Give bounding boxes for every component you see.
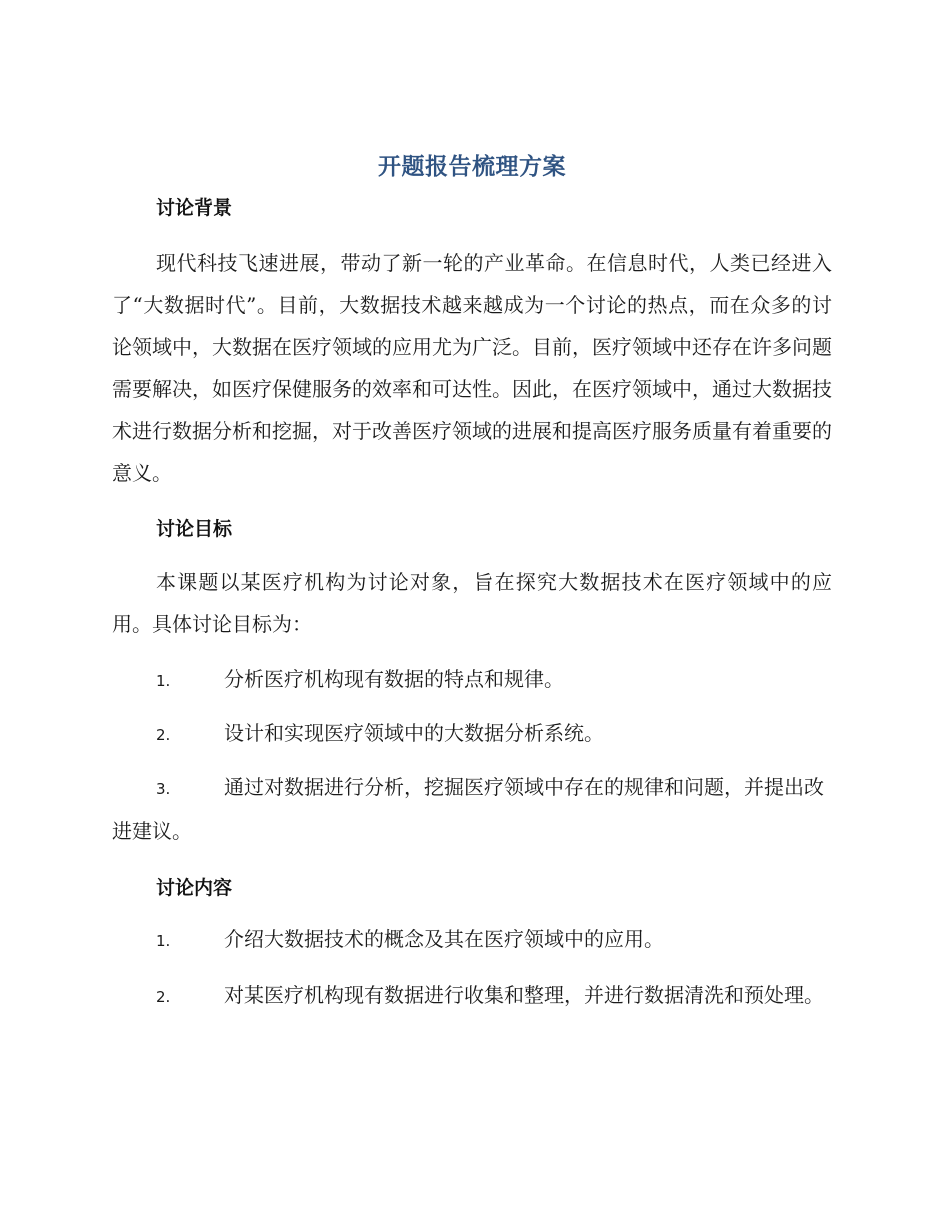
section-heading-content: 讨论内容: [156, 877, 233, 899]
list-number: 3.: [156, 780, 171, 798]
list-item: [112, 974, 832, 1018]
section-heading-background: 讨论背景: [156, 197, 233, 219]
list-item: [112, 658, 832, 702]
list-item: [112, 918, 832, 962]
section-paragraph-goals: 本课题以某医疗机构为讨论对象，旨在探究大数据技术在医疗领域中的应用。具体讨论目标为：: [112, 570, 832, 636]
list-text: 对某医疗机构现有数据进行收集和整理，并进行数据清洗和预处理。: [224, 983, 824, 1007]
list-item: [112, 766, 832, 852]
list-text: 分析医疗机构现有数据的特点和规律。: [224, 667, 564, 691]
list-number: 2.: [156, 988, 171, 1006]
list-text: 介绍大数据技术的概念及其在医疗领域中的应用。: [224, 927, 664, 951]
list-item: [112, 712, 832, 756]
list-number: 1.: [156, 932, 171, 950]
list-number: 1.: [156, 672, 171, 690]
section-heading-goals: 讨论目标: [156, 518, 233, 540]
section-paragraph-background: 现代科技飞速进展，带动了新一轮的产业革命。在信息时代，人类已经进入了“大数据时代”。目前，大数据技术越来越成为一个讨论的热点，而在众多的讨论领域中，大数据在医疗领域的应用尤为广泛。目前，医疗领域中还存在许多问题需要解决，如医疗保健服务的效率和可达性。因此，在医疗领域中，通过大数据技术进行数据分析和挖掘，对于改善医疗领域的进展和提高医疗服务质量有着重要的意义。: [112, 251, 832, 485]
document-title: 开题报告梳理方案: [378, 154, 566, 180]
list-number: 2.: [156, 726, 171, 744]
list-text: 设计和实现医疗领域中的大数据分析系统。: [224, 721, 604, 745]
list-text: 通过对数据进行分析，挖掘医疗领域中存在的规律和问题，并提出改进建议。: [112, 775, 824, 843]
